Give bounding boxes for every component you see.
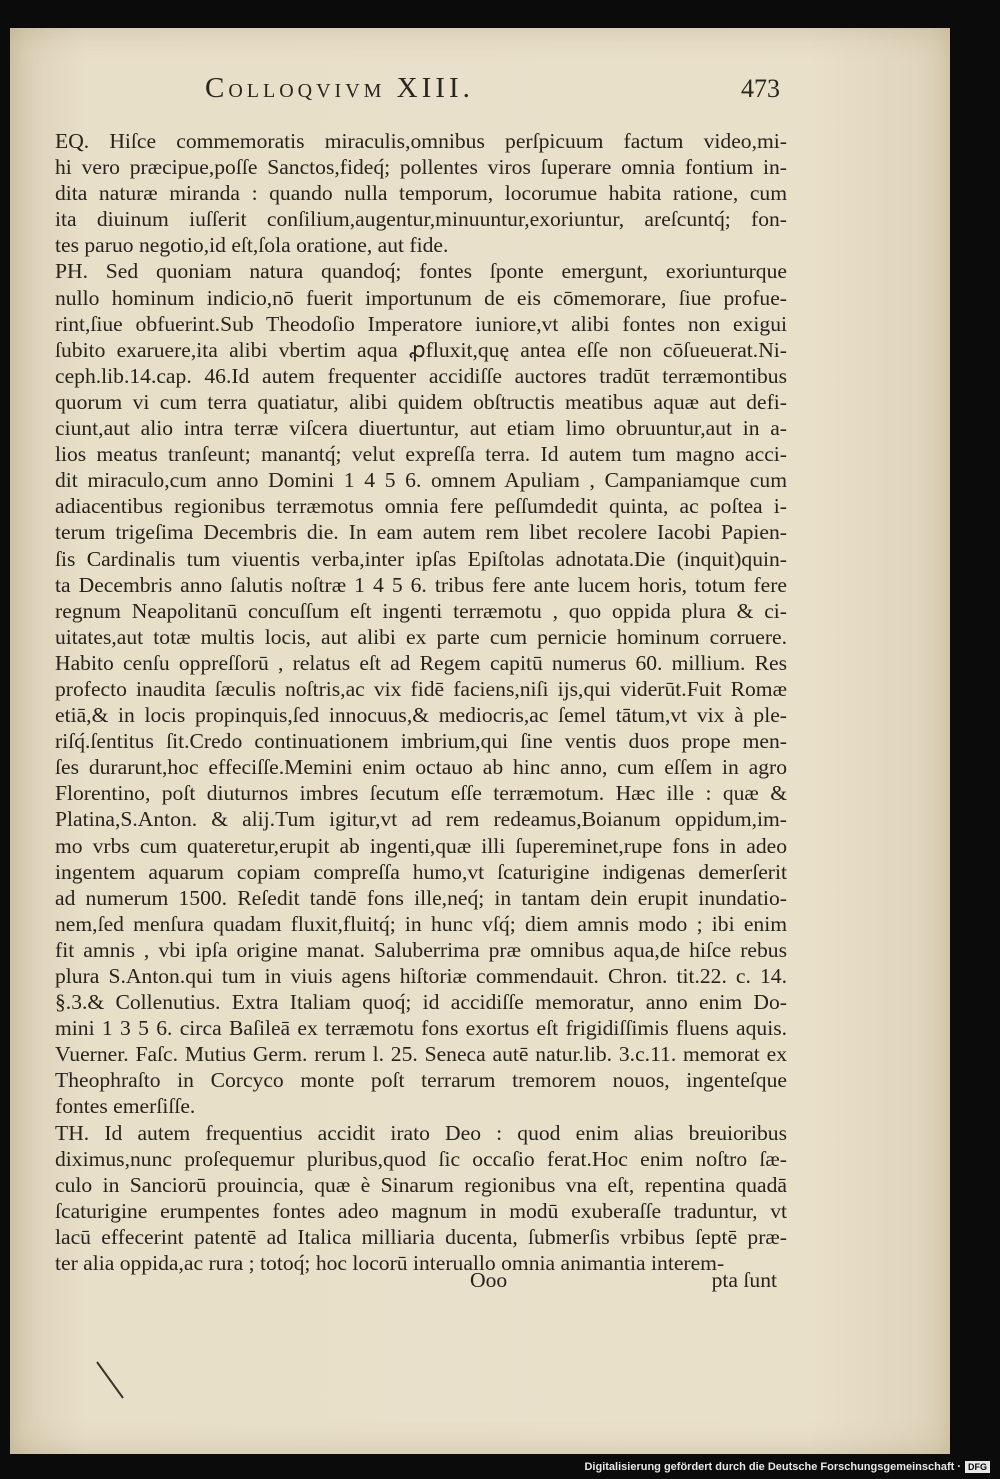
text-line: mini 1 3 5 6. circa Baſileā ex terræmotu fons exortus eſt frigidiſſimis fluens aquis.	[55, 1016, 787, 1041]
text-line: fit amnis , vbi ipſa origine manat. Saluberrima præ omnibus aqua,de hiſce rebus	[55, 937, 787, 962]
text-line: ſes durarunt,hoc effeciſſe.Memini enim octauo ab hinc anno, cum eſſem in agro	[55, 755, 787, 780]
text-line: fontes emerſiſſe.	[55, 1094, 196, 1119]
text-line: lacū effecerint patentē ad Italica milliaria ducenta, ſubmerſis vrbibus ſeptē præ-	[55, 1224, 787, 1249]
text-line: dita naturæ miranda : quando nulla temporum, locorumue habita ratione, cum	[55, 181, 787, 206]
text-line: Theophraſto in Corcyco monte poſt terrarum tremorem nouos, ingenteſque	[55, 1068, 787, 1093]
catchword: pta ſunt	[711, 1268, 777, 1292]
body-text	[55, 128, 787, 1276]
text-line: profecto inaudita ſæculis noſtris,ac vix fidē faciens,niſi ijs,qui viderūt.Fuit Romæ	[55, 676, 787, 701]
signature-mark: Ooo	[470, 1268, 508, 1292]
text-line: diximus,nunc proſequemur pluribus,quod ſic occaſio ferat.Hoc enim noſtro ſæ-	[55, 1146, 787, 1171]
text-line: riſq́.ſentitus ſit.Credo continuationem imbrium,qui ſine ventis duos prope men-	[55, 729, 787, 754]
text-line: nem,ſed menſura quadam fluxit,fluitq́; in hunc vſq́; diem amnis modo ; ibi enim	[55, 911, 787, 936]
text-line: tes paruo negotio,id eſt,ſola oratione, aut fide.	[55, 233, 449, 258]
text-line: culo in Sanciorū prouincia, quæ è Sinarum regionibus vna eſt, repentina quadā	[55, 1172, 787, 1197]
page-footer	[55, 1268, 787, 1298]
text-line: plura S.Anton.qui tum in viuis agens hiſtoriæ commendauit. Chron. tit.22. c. 14.	[55, 964, 787, 988]
text-line: ſis Cardinalis tum viuentis verba,inter ipſas Epiſtolas adnotata.Die (inquit)quin-	[55, 546, 787, 571]
page-number: 473	[741, 74, 780, 103]
text-line: lios meatus tranſeunt; manantq́; velut expreſſa terra. Id autem tum magno acci-	[55, 442, 787, 467]
text-line: ſubito exaruere,ita alibi vbertim aqua ꝓfluxit,quę antea eſſe non cōſueuerat.Ni-	[55, 337, 787, 362]
text-line: terum trigeſima Decembris die. In eam autem rem libet recolere Iacobi Papien-	[55, 520, 787, 545]
text-line: Platina,S.Anton. & alij.Tum igitur,vt ad rem redeamus,Boianum oppidum,im-	[55, 807, 787, 832]
text-line: ſcaturigine erumpentes fontes adeo magnum in modū exuberaſſe traduntur, vt	[55, 1198, 787, 1223]
dfg-logo: DFG	[965, 1461, 990, 1473]
text-line: nullo hominum indicio,nō fuerit importunum de eis cōmemorare, ſiue profue-	[55, 285, 787, 310]
text-line: adiacentibus regionibus terræmotus omnia fere peſſumdedit quinta, ac poſtea i-	[55, 494, 787, 519]
text-line: ter alia oppida,ac rura ; totoq́; hoc locorū interuallo omnia animantia interem-	[55, 1251, 725, 1276]
text-line: ta Decembris anno ſalutis noſtræ 1 4 5 6. tribus fere ante lucem horis, totum fere	[55, 572, 787, 597]
credit-text: Digitalisierung gefördert durch die Deutsche Forschungsgemeinschaft ·	[584, 1461, 961, 1473]
text-line: dit miraculo,cum anno Domini 1 4 5 6. omnem Apuliam , Campaniamque cum	[55, 468, 787, 493]
text-line: rint,ſiue obfuerint.Sub Theodoſio Imperatore iuniore,vt alibi fontes non exigui	[55, 311, 787, 336]
running-head: Colloqvivm XIII.	[205, 72, 474, 104]
text-line: ita diuinum iuſſerit conſilium,augentur,minuuntur,exoriuntur, areſcuntq́; fon-	[55, 207, 787, 232]
text-line: Habito cenſu oppreſſorū , relatus eſt ad Regem capitū numerus 60. millium. Res	[55, 650, 787, 675]
ink-stroke-mark	[95, 1360, 125, 1400]
text-line: Florentino, poſt diuturnos imbres ſecutum eſſe terræmotum. Hæc ille : quæ &	[55, 781, 787, 806]
text-line: hi vero præcipue,poſſe Sanctos,fideq́; pollentes viros ſuperare omnia fontium in-	[55, 155, 787, 180]
text-line: etiā,& in locis propinquis,ſed innocuus,& mediocris,ac ſemel tātum,vt vix à ple-	[55, 703, 787, 728]
text-line: uitates,aut totæ multis locis, aut alibi ex parte cum pernicie hominum corruere.	[55, 624, 787, 649]
text-line: ingentem aquarum copiam compreſſa humo,vt ſcaturigine indigenas demerſerit	[55, 859, 787, 884]
text-line: Vuerner. Faſc. Mutius Germ. rerum l. 25. Seneca autē natur.lib. 3.c.11. memorat ex	[55, 1042, 787, 1067]
text-line: ad numerum 1500. Reſedit tandē fons ille,neq́; in tantam dein erupit inundatio-	[55, 885, 787, 910]
text-line: PH. Sed quoniam natura quandoq́; fontes ſponte emergunt, exoriunturque	[55, 259, 787, 284]
page-header	[205, 72, 780, 112]
text-line: TH. Id autem frequentius accidit irato Deo : quod enim alias breuioribus	[55, 1120, 787, 1145]
text-line: §.3.& Collenutius. Extra Italiam quoq́; id accidiſſe memoratur, anno enim Do-	[55, 990, 787, 1015]
digitization-credit	[584, 1461, 990, 1473]
text-line: ceph.lib.14.cap. 46.Id autem frequenter accidiſſe auctores tradūt terræmontibus	[55, 363, 787, 388]
text-line: ciunt,aut alio intra terræ viſcera diuertuntur, aut etiam limo obruuntur,aut in a-	[55, 416, 787, 441]
text-line: EQ. Hiſce commemoratis miraculis,omnibus perſpicuum factum video,mi-	[55, 129, 787, 153]
text-line: mo vrbs cum quateretur,erupit ab ingenti,quæ illi ſupereminet,rupe fons in adeo	[55, 833, 787, 858]
text-line: regnum Neapolitanū concuſſum eſt ingenti terræmotu , quo oppida plura & ci-	[55, 598, 787, 623]
text-line: quorum vi cum terra quatiatur, alibi quidem obſtructis meatibus aquæ aut defi-	[55, 389, 787, 414]
